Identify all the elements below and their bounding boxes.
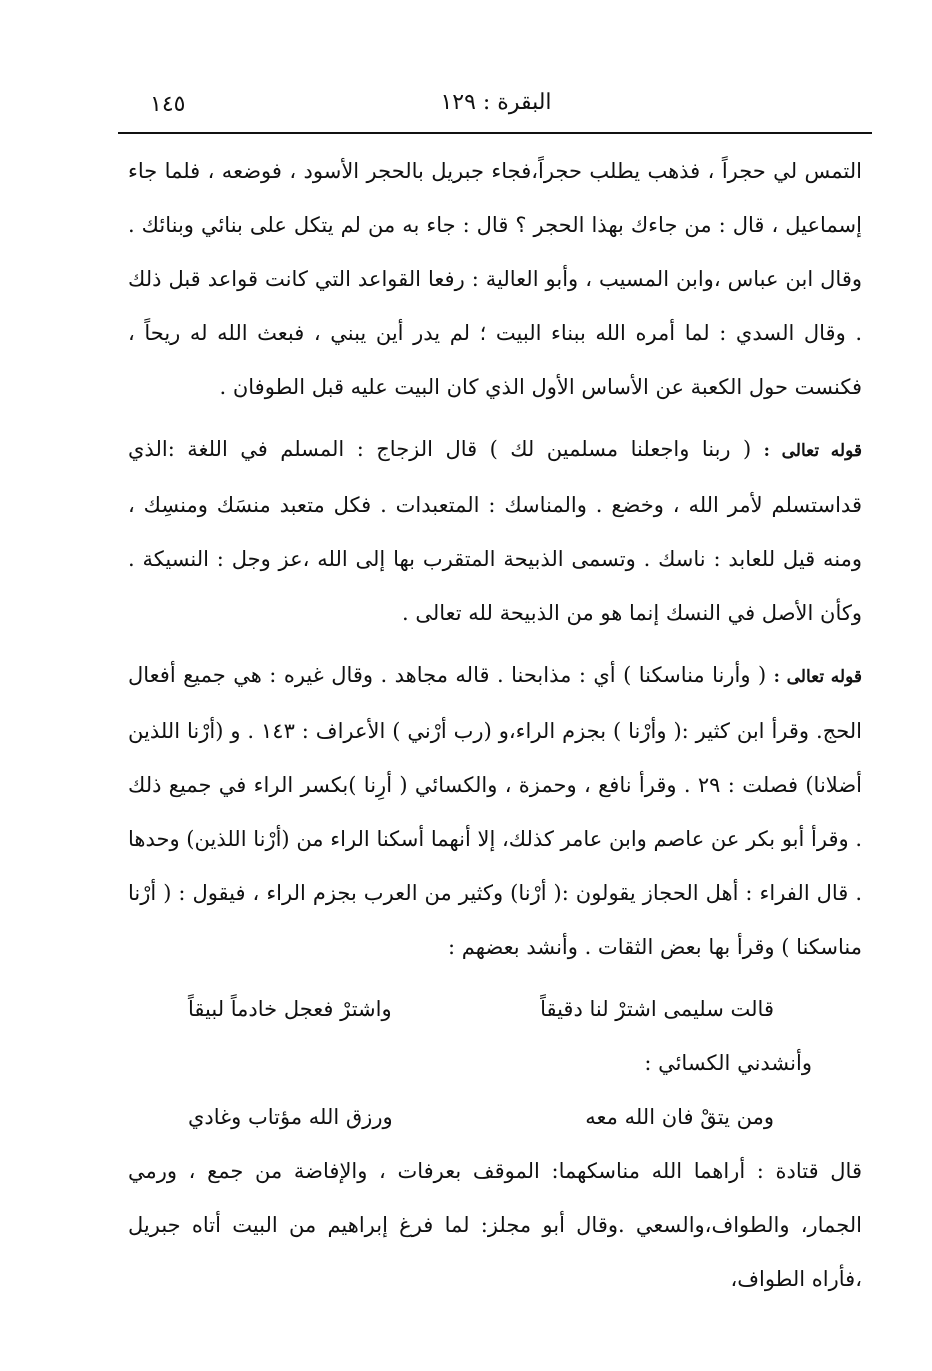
verse-1-first-hemistich: قالت سليمى اشترْ لنا دقيقاً	[540, 997, 774, 1021]
paragraph-2-keyword: قوله تعالى :	[763, 441, 862, 461]
paragraph-1-text: التمس لي حجراً ، فذهب يطلب حجراً،فجاء جبريل بالحجر الأسود ، فوضعه ، فلما جاء إسماعيل ، قال : من جاءك بهذا الحجر ؟ قال : جاء به من لم يتكل على بنائي وبنائك . وقال ابن عباس ،وابن المسيب ، وأبو العالية : رفعا القواعد التي كانت قواعد قبل ذلك . وقال السدي : لما أمره الله ببناء البيت ؛ لم يدر أين يبني ، فبعث الله له ريحاً ، فكنست حول الكعبة عن الأساس الأول الذي كان البيت عليه قبل الطوفان .	[128, 159, 862, 399]
paragraph-2-text: ( ربنا واجعلنا مسلمين لك ) قال الزجاج : المسلم في اللغة :الذي قداستسلم لأمر الله ، وخضع . والمناسك : المتعبدات . فكل متعبد منسَك ومنسِك ، ومنه قيل للعابد : ناسك . وتسمى الذبيحة المتقرب بها إلى الله ،عز وجل : النسيكة . وكأن الأصل في النسك إنما هو من الذبيحة لله تعالى .	[128, 437, 862, 625]
closing-paragraph	[128, 1144, 862, 1306]
verse-1-second-hemistich: واشترْ فعجل خادماً لبيقاً	[188, 997, 392, 1021]
verse-2-first-hemistich: ومن يتقْ فان الله معه	[585, 1105, 774, 1129]
header-divider	[118, 132, 872, 134]
paragraph-3-text: ( وأرنا مناسكنا ) أي : مذابحنا . قاله مجاهد . وقال غيره : هي جميع أفعال الحج. وقرأ ابن كثير :( وأرْنا ) بجزم الراء،و (رب أرْني ) الأعراف : ١٤٣ . و (أرْنا اللذين أضلانا) فصلت : ٢٩ . وقرأ نافع ، وحمزة ، والكسائي ( أرِنا )بكسر الراء في جميع ذلك . وقرأ أبو بكر عن عاصم وابن عامر كذلك، إلا أنهما أسكنا الراء من (أرْنا اللذين) وحدها . قال الفراء : أهل الحجاز يقولون :( أرْنا) وكثير من العرب بجزم الراء ، فيقول : ( أرْنا مناسكنا ) وقرأ بها بعض الثقات . وأنشد بعضهم :	[128, 663, 863, 959]
verse-1	[128, 982, 862, 1036]
verse-2-second-hemistich: ورزق الله مؤتاب وغادي	[188, 1105, 393, 1129]
paragraph-3-keyword: قوله تعالى :	[773, 667, 863, 687]
verse-2	[128, 1090, 862, 1144]
page-body	[128, 144, 862, 1314]
poem-intro-line: وأنشدني الكسائي :	[644, 1051, 812, 1075]
closing-paragraph-text: قال قتادة : أراهما الله مناسكهما: الموقف بعرفات ، والإفاضة من جمع ، ورمي الجمار، والطواف،والسعي .وقال أبو مجلز: لما فرغ إبراهيم من البيت أتاه جبريل ،فأراه الطواف،	[128, 1159, 862, 1291]
page-number: ١٤٥	[150, 92, 186, 117]
paragraph-3	[128, 648, 862, 974]
running-title: البقرة : ١٢٩	[440, 90, 552, 115]
paragraph-2	[128, 422, 862, 640]
paragraph-1	[128, 144, 862, 414]
page-header	[120, 88, 872, 128]
